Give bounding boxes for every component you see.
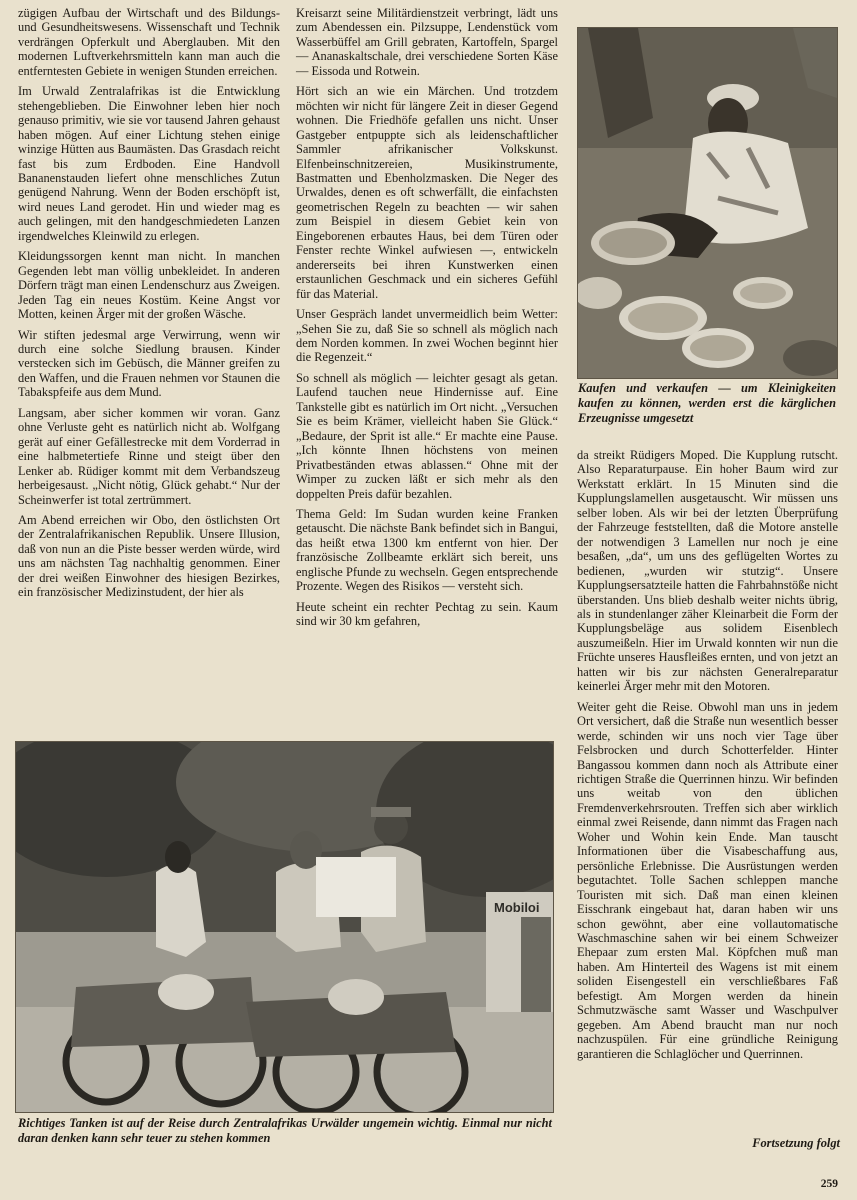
paragraph: Hört sich an wie ein Märchen. Und trotzdem möchten wir nicht für längere Zeit in dieser Gegend wohnen. Die Friedhöfe gefallen uns nicht. Unser Gastgeber entpuppte sich als leidenschaftlicher Sammler afrikanischer Volkskunst. Elfenbeinschnitzereien, Musikinstrumente, Bastmatten und Ebenholzmasken. Die Neger des Urwaldes, denen es oft schwerfällt, die einfachsten geometrischen Regeln zu beachten — wir sahen zum Beispiel in diesem Gebiet kein von Eingeborenen erbautes Haus, bei dem Türen oder Fenster rechte Winkel aufwiesen —, entwickeln andererseits bei ihren Kunstwerken einen erstaunlichen Geschmack und ein sicheres Gefühl für das Material. <box>296 84 558 301</box>
paragraph: Kleidungssorgen kennt man nicht. In manchen Gegenden lebt man völlig unbekleidet. In anderen Dörfern trägt man einen Lendenschurz aus Zweigen. Jeden Tag ein neues Kostüm. Keine Angst vor Motten, keinen Ärger mit der großen Wäsche. <box>18 249 280 322</box>
paragraph: da streikt Rüdigers Moped. Die Kupplung rutscht. Also Reparaturpause. Ein hoher Baum wird zur Werkstatt erklärt. In 15 Minuten sind die Kupplungslamellen ausgetauscht. Wir müssen uns selber loben. Als wir bei der letzten Überprüfung der Fahrzeuge feststellten, daß die Motore anstelle der notwendigen 3 Lamellen nur noch je eine besaßen, „da“, um uns des geflügelten Wortes zu bedienen, „wurden wir stutzig“. Unsere Kupplungsersatzteile hatten die Fahrbahnstöße nicht überstanden. Uns blieb deshalb weiter nichts übrig, als in stundenlanger zäher Kleinarbeit die Form der Kupplungsbeläge aus solidem Eisenblech auszumeißeln. Hier im Urwald konnten wir nun die Früchte unseres Hausfleißes ernten, und von jetzt an hatten wir bis zur nächsten Generalreparatur keinerlei Ärger mehr mit den Motoren. <box>577 448 838 694</box>
moped-refuel-photo <box>15 741 554 1113</box>
continued-notice: Fortsetzung folgt <box>752 1136 840 1150</box>
paragraph: Langsam, aber sicher kommen wir voran. Ganz ohne Verluste geht es natürlich nicht ab. Wolfgang gerät auf einer Gefällestrecke mit dem Vorderrad in eine halbmetertiefe Rinne und steigt über den Lenker ab. Rüdiger kommt mit dem Verbandszeug herbeigesaust. „Nicht nötig, Glück gehabt.“ Nur der Scheinwerfer ist total zertrümmert. <box>18 405 280 507</box>
article-column-3 <box>577 448 838 1067</box>
paragraph: Im Urwald Zentralafrikas ist die Entwicklung stehengeblieben. Die Einwohner leben hier noch genauso primitiv, wie sie vor tausend Jahren gehaust haben mögen. Auf einer Lichtung stehen einige winzige Hütten aus Baumästen. Das Grasdach reicht fast bis zum Erdboden. Eine Handvoll Bananenstauden liefert ohne menschliches Zutun genügend Nahrung. Wenn der Boden erschöpft ist, wird neues Land gerodet. Hin und wieder mag es auch gelingen, mit den handgeschmiedeten Lanzen irgendwelches Kleinwild zu erlegen. <box>18 84 280 243</box>
paragraph: Unser Gespräch landet unvermeidlich beim Wetter: „Sehen Sie zu, daß Sie so schnell als möglich nach dem Norden kommen. In zwei Wochen beginnt hier die Regenzeit.“ <box>296 307 558 365</box>
market-woman-photo <box>577 27 838 379</box>
market-photo-illustration <box>578 28 837 378</box>
market-photo-caption: Kaufen und verkaufen — um Kleinigkeiten kaufen zu können, werden erst die kärglichen Erzeugnisse umgesetzt <box>578 381 836 425</box>
paragraph: Kreisarzt seine Militärdienstzeit verbringt, lädt uns zum Abendessen ein. Pilzsuppe, Lendenstück vom Wasserbüffel am Grill gebraten, Kartoffeln, Spargel — Ananaskaltschale, drei verschiedene Sorten Käse — Eissoda und Rotwein. <box>296 6 558 78</box>
paragraph: Thema Geld: Im Sudan wurden keine Franken getauscht. Die nächste Bank befindet sich in Bangui, das heißt etwa 1300 km entfernt von hier. Der französische Zollbeamte erklärt sich bereit, uns englische Pfunde zu wechseln. Gegen entsprechende Prozente. Wegen des Risikos — versteht sich. <box>296 506 558 594</box>
moped-photo-caption: Richtiges Tanken ist auf der Reise durch Zentralafrikas Urwälder ungemein wichtig. Einmal nur nicht daran denken kann sehr teuer zu stehen kommen <box>18 1116 552 1145</box>
paragraph: zügigen Aufbau der Wirtschaft und des Bildungs- und Gesundheitswesens. Wissenschaft und Technik verdrängen Opferkult und Aberglauben. Mit den modernen Luftverkehrsmitteln kann man auch die entferntesten Gebiete in wenigen Stunden erreichen. <box>18 6 280 78</box>
mobiloil-sign-text: Mobiloi <box>494 900 540 915</box>
paragraph: Weiter geht die Reise. Obwohl man uns in jedem Ort versichert, daß die Straße nun wesentlich besser werde, schinden wir uns noch vier Tage über Felsbrocken und durch Schotterfelder. Hinter Bangassou kommen dann noch als Attribute einer richtigen Straße die Querrinnen hinzu. Wir befinden uns weitab von den üblichen Fremdenverkehrsrouten. Treffen sich aber wirklich einmal zwei Reisende, dann nimmt das Fragen nach Woher und Wohin kein Ende. Man tauscht Informationen über die Visabeschaffung aus, persönliche Erlebnisse. Die Ausrüstungen werden begutachtet. Tolle Sachen schleppen manche Touristen mit sich. Daß man einen kleinen Eisschrank eingebaut hat, daran haben wir uns schon gewöhnt, aber eine vollautomatische Waschmaschine sahen wir bei einem Schweizer Ehepaar zum ersten Mal. Köpfchen muß man haben. Am Hinterteil des Wagens ist mit einem soliden Eisengestell ein verschließbares Faß befestigt. Am Morgen werden da hinein Schmutzwäsche samt Wasser und Waschpulver gegeben. Am Abend braucht man nur noch nachzuspülen. Für eine gründliche Reinigung garantieren die Schlaglöcher und Querrinnen. <box>577 699 838 1061</box>
paragraph: Am Abend erreichen wir Obo, den östlichsten Ort der Zentralafrikanischen Republik. Unsere Illusion, daß von nun an die Piste besser werden würde, wird uns am nächsten Tag nachhaltig genommen. Einer der drei weißen Einwohner des hiesigen Bezirkes, ein französischer Medizinstudent, der hier als <box>18 512 280 600</box>
paragraph: Heute scheint ein rechter Pechtag zu sein. Kaum sind wir 30 km gefahren, <box>296 599 558 629</box>
moped-photo-illustration <box>16 742 553 1112</box>
paragraph: Wir stiften jedesmal arge Verwirrung, wenn wir durch eine solche Siedlung brausen. Kinder verstecken sich im Gebüsch, die Männer greifen zu den Waffen, und die Frauen nehmen vor Staunen die Tabakspfeife aus dem Mund. <box>18 327 280 400</box>
article-column-2 <box>296 6 558 635</box>
paragraph: So schnell als möglich — leichter gesagt als getan. Laufend tauchen neue Hindernisse auf. Eine Tankstelle gibt es natürlich im Ort nicht. „Versuchen Sie es beim Krämer, vielleicht haben Sie Glück.“ „Bedaure, der Sprit ist alle.“ Er machte eine Pause. „Ich könnte Ihnen höchstens von meinen Privatbeständen etwas ablassen.“ Ohne mit der Wimper zu zucken läßt er sich mehr als den doppelten Preis dafür bezahlen. <box>296 370 558 501</box>
article-column-1 <box>18 6 280 606</box>
page-number: 259 <box>820 1178 838 1190</box>
